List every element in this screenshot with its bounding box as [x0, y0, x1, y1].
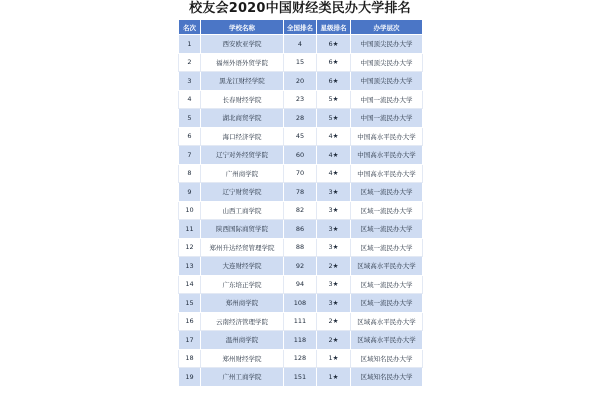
cell-star-rank: 4★ — [317, 146, 351, 165]
cell-school-name: 大连财经学院 — [201, 257, 284, 276]
cell-rank: 4 — [179, 90, 201, 109]
cell-rank: 7 — [179, 146, 201, 165]
cell-school-name: 辽宁对外经贸学院 — [201, 146, 284, 165]
cell-star-rank: 6★ — [317, 53, 351, 72]
table-row — [179, 294, 423, 313]
table-row — [179, 90, 423, 109]
cell-level: 中国高水平民办大学 — [351, 127, 423, 146]
header-row — [179, 20, 423, 35]
cell-school-name: 广州商学院 — [201, 164, 284, 183]
cell-school-name: 广州工商学院 — [201, 368, 284, 387]
cell-rank: 11 — [179, 220, 201, 239]
table-row — [179, 312, 423, 331]
table-row — [179, 35, 423, 54]
cell-rank: 13 — [179, 257, 201, 276]
cell-star-rank: 3★ — [317, 183, 351, 202]
cell-level: 区域高水平民办大学 — [351, 331, 423, 350]
cell-national-rank: 118 — [284, 331, 317, 350]
cell-school-name: 广东培正学院 — [201, 275, 284, 294]
cell-star-rank: 6★ — [317, 72, 351, 91]
cell-school-name: 辽宁财贸学院 — [201, 183, 284, 202]
cell-school-name: 黑龙江财经学院 — [201, 72, 284, 91]
cell-rank: 15 — [179, 294, 201, 313]
cell-school-name: 郑州商学院 — [201, 294, 284, 313]
table-body — [179, 35, 423, 387]
cell-national-rank: 88 — [284, 238, 317, 257]
cell-level: 区域高水平民办大学 — [351, 312, 423, 331]
cell-national-rank: 20 — [284, 72, 317, 91]
cell-level: 中国顶尖民办大学 — [351, 35, 423, 54]
page-title: 校友会2020中国财经类民办大学排名 — [189, 1, 411, 16]
cell-rank: 14 — [179, 275, 201, 294]
cell-star-rank: 2★ — [317, 257, 351, 276]
cell-national-rank: 108 — [284, 294, 317, 313]
header-national-rank: 全国排名 — [284, 20, 317, 35]
cell-star-rank: 1★ — [317, 368, 351, 387]
cell-rank: 1 — [179, 35, 201, 54]
cell-level: 区域一流民办大学 — [351, 294, 423, 313]
cell-level: 区域高水平民办大学 — [351, 257, 423, 276]
cell-star-rank: 4★ — [317, 127, 351, 146]
table-row — [179, 201, 423, 220]
table-row — [179, 257, 423, 276]
cell-school-name: 湖北商贸学院 — [201, 109, 284, 128]
cell-national-rank: 94 — [284, 275, 317, 294]
cell-star-rank: 3★ — [317, 220, 351, 239]
cell-school-name: 海口经济学院 — [201, 127, 284, 146]
cell-school-name: 西安欧亚学院 — [201, 35, 284, 54]
cell-national-rank: 111 — [284, 312, 317, 331]
cell-level: 区域知名民办大学 — [351, 349, 423, 368]
cell-star-rank: 6★ — [317, 35, 351, 54]
cell-national-rank: 78 — [284, 183, 317, 202]
cell-star-rank: 5★ — [317, 109, 351, 128]
cell-level: 中国高水平民办大学 — [351, 146, 423, 165]
cell-star-rank: 2★ — [317, 312, 351, 331]
cell-level: 区域一流民办大学 — [351, 220, 423, 239]
cell-star-rank: 3★ — [317, 294, 351, 313]
cell-level: 区域一流民办大学 — [351, 201, 423, 220]
cell-school-name: 山西工商学院 — [201, 201, 284, 220]
cell-star-rank: 2★ — [317, 331, 351, 350]
cell-level: 区域一流民办大学 — [351, 183, 423, 202]
cell-rank: 5 — [179, 109, 201, 128]
cell-star-rank: 3★ — [317, 275, 351, 294]
table-row — [179, 109, 423, 128]
cell-national-rank: 92 — [284, 257, 317, 276]
cell-national-rank: 4 — [284, 35, 317, 54]
cell-school-name: 福州外语外贸学院 — [201, 53, 284, 72]
cell-rank: 2 — [179, 53, 201, 72]
table-row — [179, 127, 423, 146]
cell-national-rank: 70 — [284, 164, 317, 183]
cell-national-rank: 86 — [284, 220, 317, 239]
cell-school-name: 云南经济管理学院 — [201, 312, 284, 331]
cell-rank: 10 — [179, 201, 201, 220]
table-row — [179, 72, 423, 91]
table-row — [179, 331, 423, 350]
cell-star-rank: 1★ — [317, 349, 351, 368]
cell-school-name: 郑州财经学院 — [201, 349, 284, 368]
cell-rank: 18 — [179, 349, 201, 368]
cell-star-rank: 3★ — [317, 238, 351, 257]
cell-rank: 17 — [179, 331, 201, 350]
table-row — [179, 349, 423, 368]
table-row — [179, 53, 423, 72]
cell-national-rank: 151 — [284, 368, 317, 387]
cell-star-rank: 4★ — [317, 164, 351, 183]
cell-school-name: 温州商学院 — [201, 331, 284, 350]
cell-level: 中国一流民办大学 — [351, 90, 423, 109]
cell-level: 中国一流民办大学 — [351, 109, 423, 128]
cell-national-rank: 60 — [284, 146, 317, 165]
table-header — [179, 20, 423, 35]
cell-national-rank: 15 — [284, 53, 317, 72]
cell-rank: 16 — [179, 312, 201, 331]
table-row — [179, 220, 423, 239]
header-school-name: 学校名称 — [201, 20, 284, 35]
table-row — [179, 238, 423, 257]
table-row — [179, 164, 423, 183]
header-star-rank: 星级排名 — [317, 20, 351, 35]
cell-level: 中国顶尖民办大学 — [351, 53, 423, 72]
cell-national-rank: 28 — [284, 109, 317, 128]
cell-level: 中国顶尖民办大学 — [351, 72, 423, 91]
cell-level: 区域知名民办大学 — [351, 368, 423, 387]
cell-star-rank: 3★ — [317, 201, 351, 220]
header-rank: 名次 — [179, 20, 201, 35]
cell-national-rank: 82 — [284, 201, 317, 220]
cell-level: 区域一流民办大学 — [351, 238, 423, 257]
cell-national-rank: 45 — [284, 127, 317, 146]
cell-national-rank: 23 — [284, 90, 317, 109]
cell-national-rank: 128 — [284, 349, 317, 368]
cell-rank: 9 — [179, 183, 201, 202]
cell-school-name: 郑州升达经贸管理学院 — [201, 238, 284, 257]
cell-rank: 8 — [179, 164, 201, 183]
cell-rank: 19 — [179, 368, 201, 387]
cell-school-name: 陕西国际商贸学院 — [201, 220, 284, 239]
table-row — [179, 275, 423, 294]
cell-level: 区域一流民办大学 — [351, 275, 423, 294]
cell-rank: 12 — [179, 238, 201, 257]
table-row — [179, 183, 423, 202]
header-level: 办学层次 — [351, 20, 423, 35]
cell-school-name: 长春财经学院 — [201, 90, 284, 109]
cell-rank: 6 — [179, 127, 201, 146]
cell-star-rank: 5★ — [317, 90, 351, 109]
table-row — [179, 146, 423, 165]
cell-rank: 3 — [179, 72, 201, 91]
ranking-table — [178, 19, 423, 387]
cell-level: 中国高水平民办大学 — [351, 164, 423, 183]
table-row — [179, 368, 423, 387]
